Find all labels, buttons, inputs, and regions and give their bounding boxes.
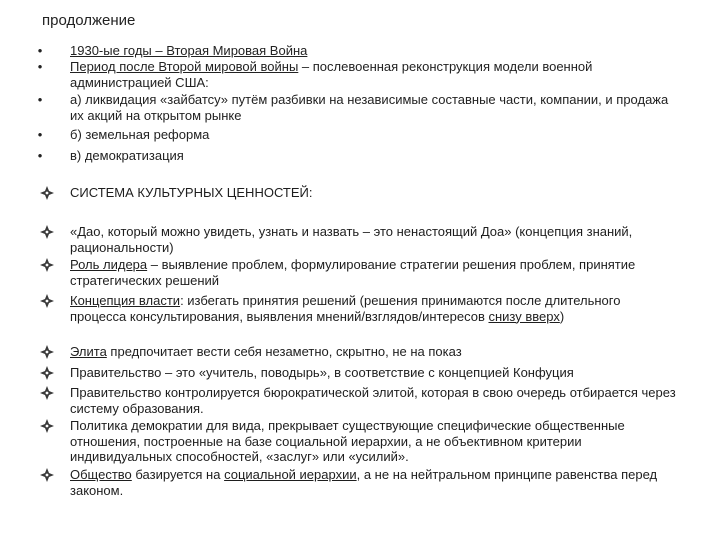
diamond-bullet-icon: [40, 225, 54, 239]
bullet-dot: •: [37, 127, 43, 142]
diamond-bullet-icon: [40, 294, 54, 308]
value-text: Правительство контролируется бюрократической элитой, которая в свою очередь отбирается через систему образования.: [70, 385, 676, 416]
diamond-bullet-icon: [40, 258, 54, 272]
bullet-dot: •: [37, 59, 43, 74]
value-text: [70, 467, 680, 498]
value-lead: Общество: [70, 467, 132, 482]
bullet-dot: •: [37, 92, 43, 107]
diamond-bullet-icon: [40, 345, 54, 359]
value-text: Политика демократии для вида, прекрывает существующие специфические общественные отношения, построенные на базе социальной иерархии, а не объективном критерии индивидуальных способностей, «заслуг» или «усилий».: [70, 418, 625, 464]
value-rest: : избегать принятия решений (решения принимаются после длительного процесса консультирования, выявления мнений/взглядов/интересов: [70, 293, 621, 324]
value-text: [70, 257, 680, 288]
value-text: «Дао, который можно увидеть, узнать и назвать – это ненастоящий Доа» (концепция знаний, рациональности): [70, 224, 633, 255]
diamond-bullet-icon: [40, 366, 54, 380]
diamond-bullet-icon: [40, 468, 54, 482]
diamond-bullet-icon: [40, 419, 54, 433]
value-lead-2: социальной иерархии: [224, 467, 357, 482]
section-heading-text: СИСТЕМА КУЛЬТУРНЫХ ЦЕННОСТЕЙ:: [70, 185, 313, 200]
value-lead: Роль лидера: [70, 257, 148, 272]
bullet-dot: •: [37, 43, 43, 58]
bullet-text: 1930-ые годы – Вторая Мировая Война: [70, 43, 308, 58]
diamond-bullet-icon: [40, 186, 54, 200]
bullet-text: б) земельная реформа: [70, 127, 210, 142]
diamond-bullet-icon: [40, 386, 54, 400]
bullet-dot: •: [37, 148, 43, 163]
value-rest: – выявление проблем, формулирование стратегии решения проблем, принятие стратегических решений: [70, 257, 636, 288]
value-text: [70, 344, 680, 360]
value-rest: предпочитает вести себя незаметно, скрытно, не на показ: [106, 344, 462, 359]
value-lead: Элита: [70, 344, 107, 359]
value-end: ): [559, 308, 565, 324]
value-rest: , а не на нейтральном принципе равенства перед законом.: [70, 467, 658, 498]
value-mid: базируется на: [131, 467, 225, 482]
value-text: [70, 293, 680, 324]
bullet-text: [70, 59, 682, 90]
value-lead: Концепция власти: [70, 293, 181, 308]
value-text: Правительство – это «учитель, поводырь», в соответствие с концепцией Конфуция: [70, 365, 574, 380]
bullet-lead: Период после Второй мировой войны: [70, 59, 299, 74]
bullet-text: в) демократизация: [70, 148, 184, 163]
bullet-text: а) ликвидация «зайбатсу» путём разбивки на независимые составные части, компании, и продажа их акций на открытом рынке: [70, 92, 669, 123]
value-tail: снизу вверх: [488, 308, 560, 324]
bullet-rest: – послевоенная реконструкция модели военной администрацией США:: [70, 59, 593, 90]
slide-title: продолжение: [42, 12, 136, 29]
